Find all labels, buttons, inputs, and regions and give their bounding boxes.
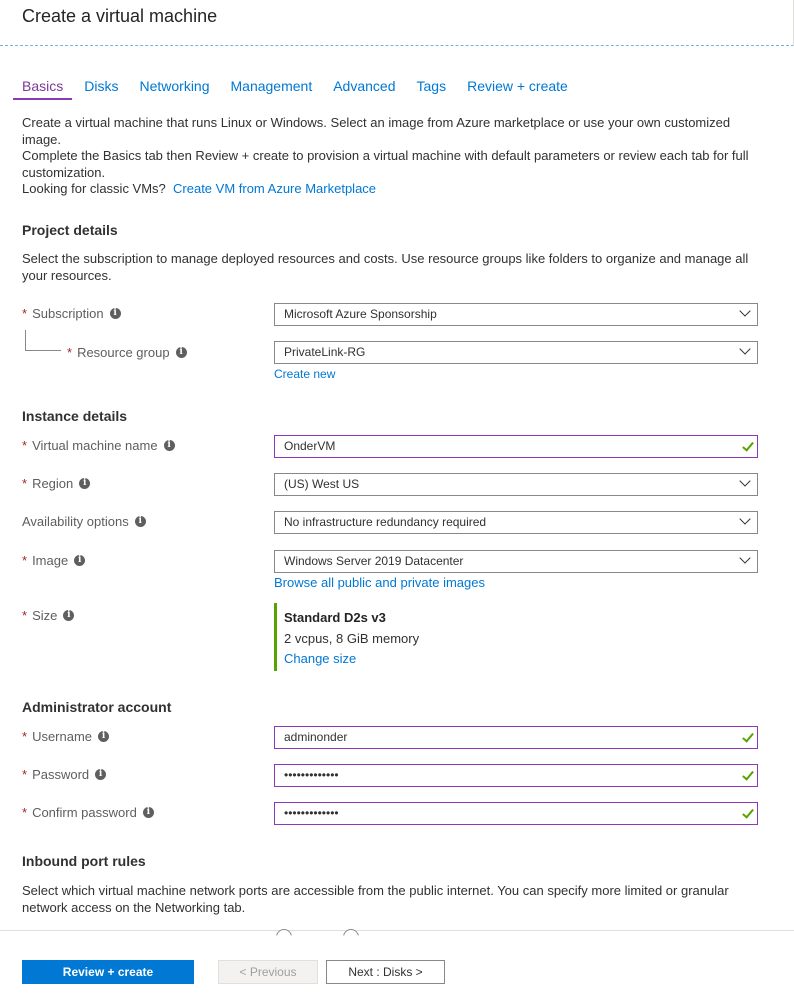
change-size-link[interactable]: Change size (284, 651, 357, 666)
resource-group-select[interactable] (274, 341, 758, 364)
checkmark-icon (742, 439, 754, 451)
required-marker: * (22, 729, 28, 744)
size-summary (274, 603, 419, 671)
intro-text (22, 115, 762, 198)
info-icon[interactable]: i (176, 347, 187, 358)
info-icon[interactable]: i (79, 478, 90, 489)
footer-bar (0, 930, 794, 1000)
image-label (22, 553, 85, 568)
password-value: ••••••••••••• (284, 768, 339, 782)
image-value: Windows Server 2019 Datacenter (284, 554, 464, 568)
username-input[interactable] (274, 726, 758, 749)
intro-line-2: Complete the Basics tab then Review + create to provision a virtual machine with default parameters or review each tab for full customization. (22, 148, 749, 180)
required-marker: * (22, 306, 28, 321)
chevron-down-icon (739, 475, 750, 486)
tab-bar (22, 76, 589, 100)
review-create-button[interactable]: Review + create (22, 960, 194, 984)
tree-connector (25, 330, 61, 351)
checkmark-icon (742, 806, 754, 818)
username-value: adminonder (284, 730, 348, 744)
previous-button[interactable]: < Previous (218, 960, 318, 984)
chevron-down-icon (739, 343, 750, 354)
tab-networking[interactable]: Networking (139, 78, 210, 94)
password-label-text: Password (32, 767, 90, 782)
required-marker: * (22, 767, 28, 782)
password-label (22, 767, 106, 782)
info-icon[interactable]: i (135, 516, 146, 527)
confirm-password-input[interactable] (274, 802, 758, 825)
info-icon[interactable]: i (164, 440, 175, 451)
project-details-heading: Project details (22, 222, 118, 238)
size-spec: 2 vcpus, 8 GiB memory (284, 631, 420, 646)
required-marker: * (22, 438, 28, 453)
confirm-password-label (22, 805, 154, 820)
region-value: (US) West US (284, 477, 360, 491)
resource-group-label (67, 345, 187, 360)
tab-review-create[interactable]: Review + create (467, 78, 568, 94)
chevron-down-icon (739, 552, 750, 563)
confirm-password-label-text: Confirm password (32, 805, 137, 820)
tab-management[interactable]: Management (230, 78, 313, 94)
resource-group-label-text: Resource group (77, 345, 170, 360)
required-marker: * (67, 345, 73, 360)
resource-group-value: PrivateLink-RG (284, 345, 366, 359)
vm-name-label (22, 438, 175, 453)
vm-name-input[interactable] (274, 435, 758, 458)
radio-button[interactable] (276, 929, 292, 945)
create-new-link[interactable]: Create new (274, 367, 336, 381)
info-icon[interactable]: i (63, 610, 74, 621)
availability-label-text: Availability options (22, 514, 129, 529)
vm-name-label-text: Virtual machine name (32, 438, 158, 453)
subscription-label-text: Subscription (32, 306, 104, 321)
required-marker: * (22, 553, 28, 568)
availability-label (22, 514, 146, 529)
browse-images-link[interactable]: Browse all public and private images (274, 575, 485, 590)
admin-account-heading: Administrator account (22, 699, 172, 715)
tab-disks[interactable]: Disks (84, 78, 119, 94)
tab-advanced[interactable]: Advanced (333, 78, 396, 94)
size-name: Standard D2s v3 (284, 610, 386, 625)
page-title: Create a virtual machine (22, 6, 218, 26)
info-icon[interactable]: i (98, 731, 109, 742)
create-vm-marketplace-link[interactable]: Create VM from Azure Marketplace (173, 181, 377, 196)
image-select[interactable] (274, 550, 758, 573)
username-label-text: Username (32, 729, 93, 744)
info-icon[interactable]: i (74, 555, 85, 566)
classic-vm-line (22, 181, 762, 198)
chevron-down-icon (739, 513, 750, 524)
page-header (0, 0, 794, 46)
availability-select[interactable] (274, 511, 758, 534)
project-details-desc: Select the subscription to manage deployed resources and costs. Use resource groups like folders to organize and manage all your resources. (22, 251, 749, 283)
radio-button[interactable] (343, 929, 359, 945)
required-marker: * (22, 608, 28, 623)
info-icon[interactable]: i (143, 807, 154, 818)
required-marker: * (22, 805, 28, 820)
inbound-rules-heading: Inbound port rules (22, 853, 146, 869)
info-icon[interactable]: i (110, 308, 121, 319)
password-input[interactable] (274, 764, 758, 787)
subscription-value: Microsoft Azure Sponsorship (284, 307, 437, 321)
availability-value: No infrastructure redundancy required (284, 515, 487, 529)
confirm-password-value: ••••••••••••• (284, 806, 339, 820)
region-label (22, 476, 90, 491)
subscription-select[interactable] (274, 303, 758, 326)
vm-name-value: OnderVM (284, 439, 336, 453)
username-label (22, 729, 109, 744)
checkmark-icon (742, 730, 754, 742)
checkmark-icon (742, 768, 754, 780)
tab-tags[interactable]: Tags (416, 78, 447, 94)
instance-details-heading: Instance details (22, 408, 128, 424)
size-label-text: Size (32, 608, 58, 623)
image-label-text: Image (32, 553, 69, 568)
required-marker: * (22, 476, 28, 491)
chevron-down-icon (739, 305, 750, 316)
classic-vm-prefix: Looking for classic VMs? (22, 181, 166, 196)
inbound-rules-desc: Select which virtual machine network ports are accessible from the public internet. You can specify more limited or granular network access on the Networking tab. (22, 883, 729, 915)
next-disks-button[interactable]: Next : Disks > (326, 960, 445, 984)
tab-basics[interactable]: Basics (13, 76, 72, 100)
intro-line-1: Create a virtual machine that runs Linux or Windows. Select an image from Azure marketplace or use your own customized image. (22, 115, 731, 147)
region-label-text: Region (32, 476, 74, 491)
region-select[interactable] (274, 473, 758, 496)
subscription-label (22, 306, 121, 321)
info-icon[interactable]: i (95, 769, 106, 780)
size-label (22, 608, 74, 623)
